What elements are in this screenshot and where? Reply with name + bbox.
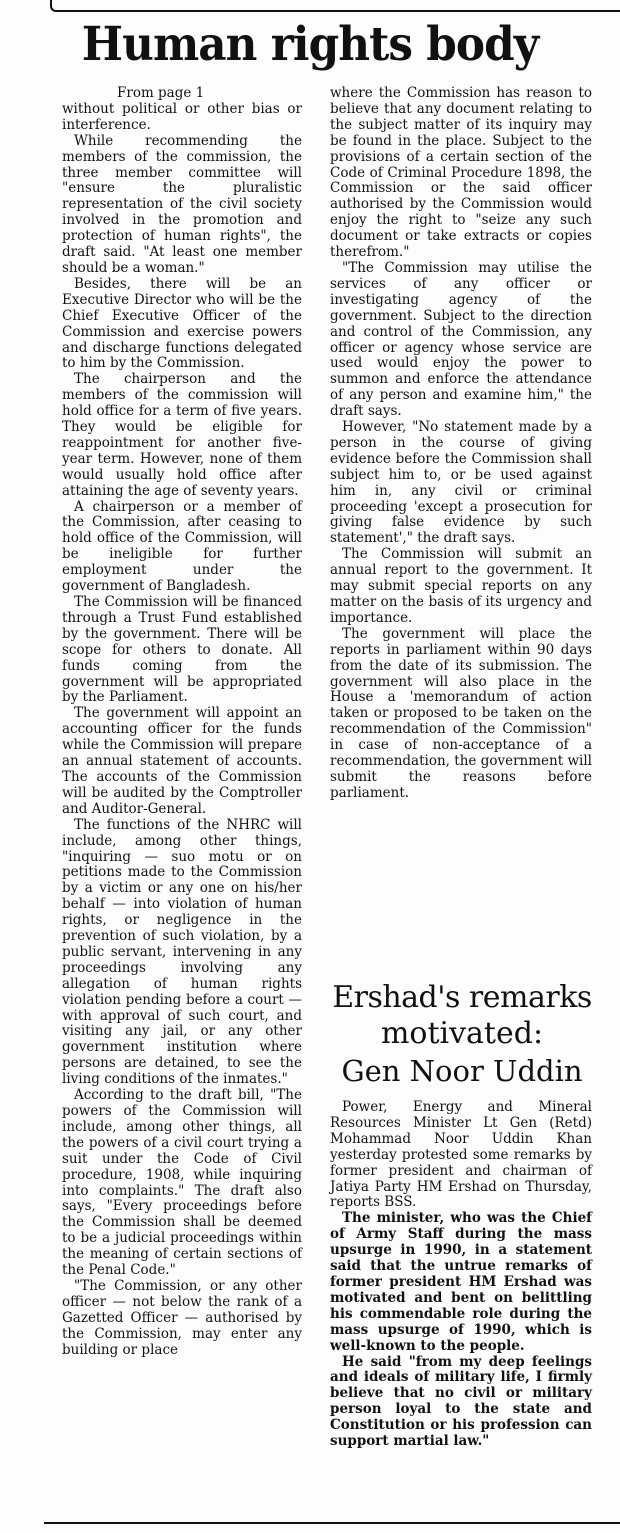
- paragraph: without political or other bias or interference.: [62, 100, 302, 133]
- paragraph: The government will place the reports in parliament within 90 days from the date of its submission. The government will also place in the House a 'memorandum of action taken or proposed to be taken on the recommendation of the Commission" in case of non-acceptance of a recommendation, the government will submit the reasons before parliament.: [330, 625, 592, 801]
- paragraph: He said "from my deep feelings and ideals of military life, I firmly believe that no civil or military person loyal to the state and Constitution or his profession can support martial law.": [330, 1353, 592, 1450]
- paragraph: The chairperson and the members of the commission will hold office for a term of five years. They would be eligible for reappointment for another five-year term. However, none of them would usually hold office after attaining the age of seventy years.: [62, 371, 302, 499]
- headline-line: Gen Noor Uddin: [341, 1054, 583, 1088]
- headline-line: Ershad's remarks: [332, 980, 592, 1015]
- paragraph: Besides, there will be an Executive Director who will be the Chief Executive Officer of the Commission and exercise powers and discharge functions delegated to him by the Commission.: [62, 275, 302, 372]
- paragraph: A chairperson or a member of the Commission, after ceasing to hold office of the Commission, will be ineligible for further employment under the government of Bangladesh.: [62, 498, 302, 595]
- bottom-border-rule: [44, 1522, 620, 1524]
- paragraph: According to the draft bill, "The powers of the Commission will include, among other things, all the powers of a civil court trying a suit under the Code of Civil procedure, 1908, while inquiring into complaints." The draft also says, "Every proceedings before the Commission shall be deemed to be a judicial proceedings within the meaning of certain sections of the Penal Code.": [62, 1087, 302, 1279]
- paragraph: The functions of the NHRC will include, among other things, "inquiring — suo motu or on petitions made to the Commission by a victim or any one on his/her behalf — into violation of human rights, or negligence in the prevention of such violation, by a public servant, intervening in any proceedings involving any allegation of human rights violation pending before a court — with approval of such court, and visiting any jail, or any other government institution where persons are detained, to see the living conditions of the inmates.": [62, 816, 302, 1088]
- paragraph: The minister, who was the Chief of Army Staff during the mass upsurge in 1990, in a statement said that the untrue remarks of former president HM Ershad was motivated and bent on belittling his commendable role during the mass upsurge of 1990, which is well-known to the people.: [330, 1210, 592, 1354]
- paragraph: However, "No statement made by a person in the course of giving evidence before the Commission shall subject him to, or be used against him in, any civil or criminal proceeding 'except a prosecution for giving false evidence by such statement'," the draft says.: [330, 419, 592, 547]
- paragraph: Power, Energy and Mineral Resources Minister Lt Gen (Retd) Mohammad Noor Uddin Khan yesterday protested some remarks by former president and chairman of Jatiya Party HM Ershad on Thursday, reports BSS.: [330, 1099, 592, 1211]
- second-article-headline: [330, 980, 594, 1090]
- paragraph: The Commission will submit an annual report to the government. It may submit special reports on any matter on the basis of its urgency and importance.: [330, 546, 592, 626]
- paragraph: "The Commission may utilise the services of any officer or investigating agency of the government. Subject to the direction and control of the Commission, any officer or agency whose service are used would enjoy the power to summon and enforce the attendance of any person and examine him," the draft says.: [330, 259, 592, 420]
- paragraph: "The Commission, or any other officer — not below the rank of a Gazetted Officer — authorised by the Commission, may enter any building or place: [62, 1277, 302, 1358]
- paragraph: The Commission will be financed through a Trust Fund established by the government. There will be scope for others to donate. All funds coming from the government will be appropriated by the Parliament.: [62, 594, 302, 706]
- headline-line: motivated:: [380, 1016, 544, 1051]
- article-column-2: [330, 86, 592, 802]
- jump-line: From page 1: [117, 85, 205, 101]
- paragraph: While recommending the members of the commission, the three member committee will "ensure the pluralistic representation of the civil society involved in the promotion and protection of human rights", the draft said. "At least one member should be a woman.": [62, 132, 302, 276]
- top-border-rule: [50, 0, 620, 12]
- main-headline: Human rights body: [81, 17, 539, 72]
- paragraph: where the Commission has reason to believe that any document relating to the subject matter of its inquiry may be found in the place. Subject to the provisions of a certain section of the Code of Criminal Procedure 1898, the Commission or the said officer authorised by the Commission would enjoy the right to "seize any such document or take extracts or copies therefrom.": [330, 85, 592, 261]
- article-column-1: [62, 86, 302, 1359]
- paragraph: The government will appoint an accounting officer for the funds while the Commission will prepare an annual statement of accounts. The accounts of the Commission will be audited by the Comptroller and Auditor-General.: [62, 705, 302, 817]
- second-article-body: [330, 1100, 592, 1450]
